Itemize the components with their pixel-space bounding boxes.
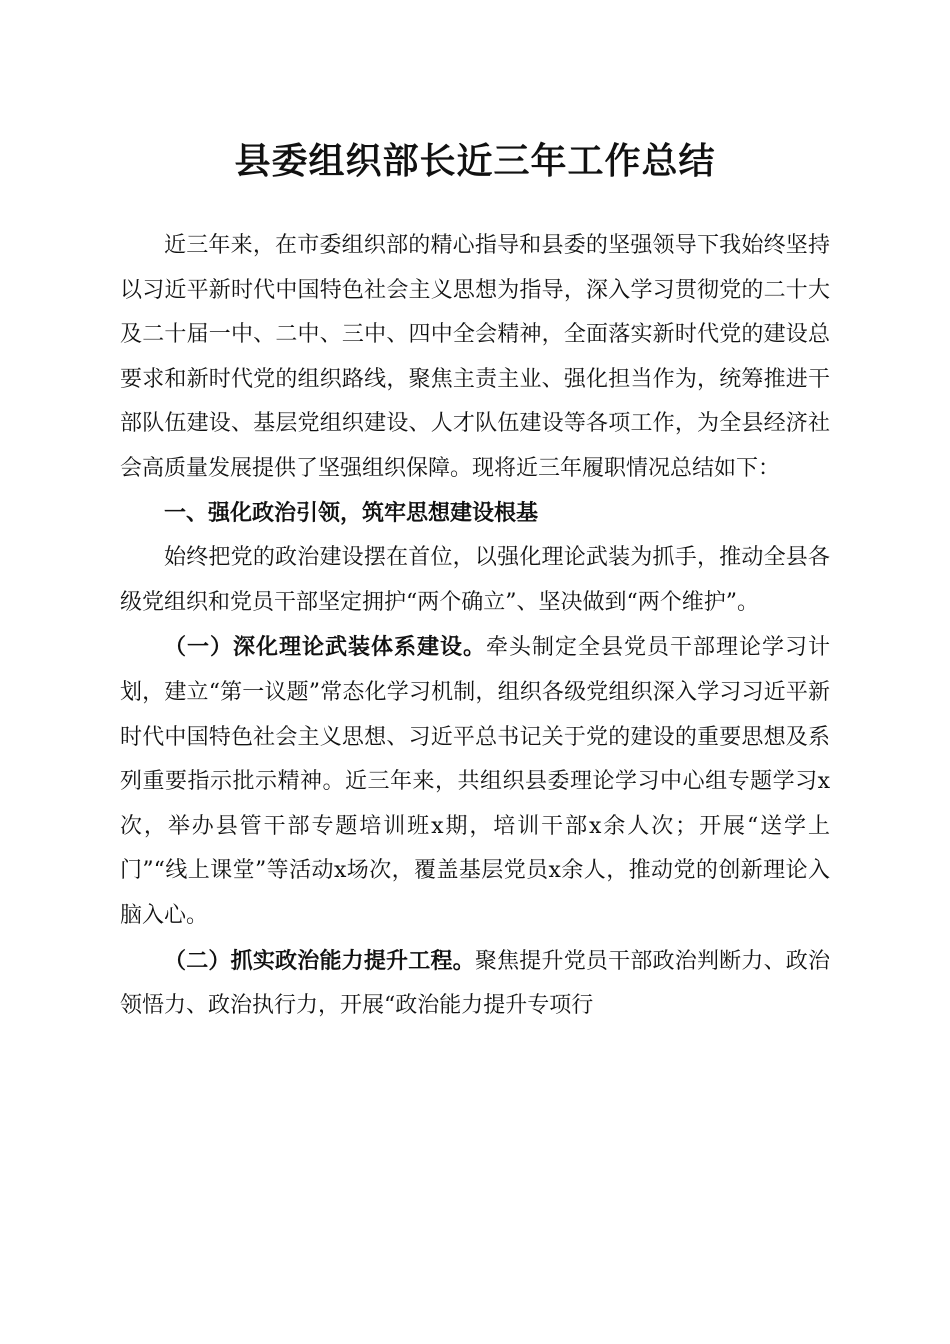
item-lead-2: （二）抓实政治能力提升工程。 <box>164 947 475 974</box>
section-heading: 一、强化政治引领，筑牢思想建设根基 <box>164 500 539 526</box>
document-body <box>120 224 830 1029</box>
intro-paragraph: 近三年来，在市委组织部的精心指导和县委的坚强领导下我始终坚持以习近平新时代中国特色社会主义思想为指导，深入学习贯彻党的二十大及二十届一中、二中、三中、四中全会精神，全面落实新时代党的建设总要求和新时代党的组织路线，聚焦主责主业、强化担当作为，统筹推进干部队伍建设、基层党组织建设、人才队伍建设等各项工作，为全县经济社会高质量发展提供了坚强组织保障。现将近三年履职情况总结如下： <box>120 233 830 481</box>
document-title: 县委组织部长近三年工作总结 <box>234 140 716 182</box>
item-text-2: 聚焦提升党员干部政治判断力、政治领悟力、政治执行力，开展“政治能力提升专项行 <box>120 948 830 1019</box>
document-page <box>120 0 830 1344</box>
item-lead-1: （一）深化理论武装体系建设。 <box>164 634 486 661</box>
item-paragraph-1 <box>120 625 830 938</box>
item-text-1: 牵头制定全县党员干部理论学习计划，建立“第一议题”常态化学习机制，组织各级党组织深入学习习近平新时代中国特色社会主义思想、习近平总书记关于党的建设的重要思想及系列重要指示批示精神。近三年来，共组织县委理论学习中心组专题学习x次，举办县管干部专题培训班x期，培训干部x余人次；开展“送学上门”“线上课堂”等活动x场次，覆盖基层党员x余人，推动党的创新理论入脑入心。 <box>120 635 830 928</box>
item-paragraph-2 <box>120 939 830 1029</box>
section-intro-paragraph: 始终把党的政治建设摆在首位，以强化理论武装为抓手，推动全县各级党组织和党员干部坚定拥护“两个确立”、坚决做到“两个维护”。 <box>120 545 830 615</box>
